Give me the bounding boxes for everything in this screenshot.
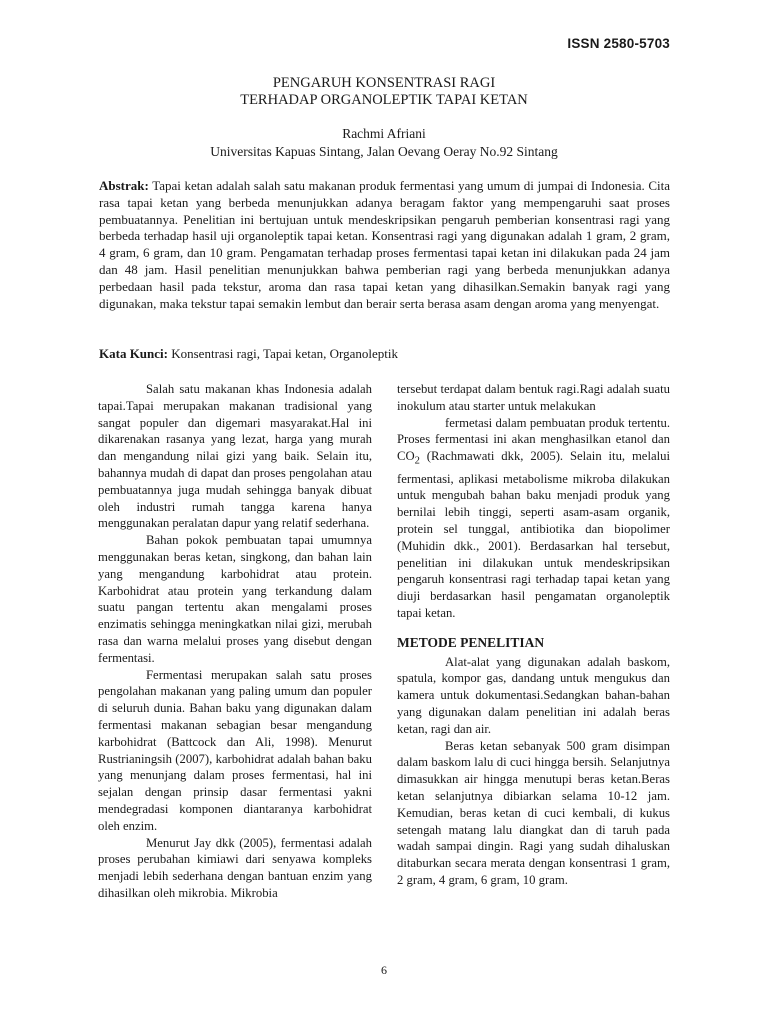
author-affiliation: Universitas Kapuas Sintang, Jalan Oevang Oeray No.92 Sintang [210,144,558,159]
keywords-label: Kata Kunci: [99,346,168,361]
body-paragraph: Alat-alat yang digunakan adalah baskom, spatula, kompor gas, dandang untuk mengukus dan kamera untuk dokumentasi.Sedangkan bahan-bahan yang digunakan dalam penelitian ini adalah beras ketan, ragi dan air. [397,654,670,736]
paragraph-text: fermetasi dalam pembuatan produk tertentu. Proses fermentasi ini akan menghasilkan etanol dan CO [397,415,670,464]
body-paragraph: Fermentasi merupakan salah satu proses pengolahan makanan yang paling umum dan populer di seluruh dunia. Bahan baku yang digunakan dalam fermentasi makanan sebagian besar mengandung karbohidrat (Battcock dan Ali, 1998). Menurut Rustrianingsih (2007), karbohidrat adalah bahan baku yang menunjang dalam proses fermentasi, hal ini sejalan dengan prinsip dasar fermentasi yakni mendegradasi komponen diantaranya karbohidrat oleh enzim. [98,667,372,833]
section-heading-metode: METODE PENELITIAN [397,634,545,650]
right-column [397,381,670,889]
abstract [99,178,670,312]
body-paragraph: Beras ketan sebanyak 500 gram disimpan dalam baskom lalu di cuci hingga bersih. Selanjutnya dimasukkan air hingga menutupi beras ketan.Beras ketan selanjutnya dibiarkan selama 10-12 jam. Kemudian, beras ketan di cuci kembali, di kukus setengah matang lalu diangkat dan di taruh pada wadah sampai dingin. Ragi yang sudah dihaluskan ditaburkan secara merata dengan konsentrasi 1 gram, 2 gram, 4 gram, 6 gram, 10 gram. [397,738,670,888]
subscript-2: 2 [414,455,420,467]
title-line-2: TERHADAP ORGANOLEPTIK TAPAI KETAN [240,92,528,108]
body-paragraph: Salah satu makanan khas Indonesia adalah tapai.Tapai merupakan makanan tradisional yang sangat populer dan digemari masyarakat.Hal ini dikarenakan rasanya yang lezat, harga yang murah dan mengandung nilai gizi yang baik. Selain itu, bahannya mudah di dapat dan proses pengolahan atau pembuatannya juga mudah sehingga banyak dibuat oleh industri rumah tangga karena hanya menggunakan peralatan dapur yang relatif sederhana. [98,382,372,531]
body-paragraph: Menurut Jay dkk (2005), fermentasi adalah proses perubahan kimiawi dari senyawa kompleks menjadi lebih sederhana dengan bantuan enzim yang dihasilkan oleh mikrobia. Mikrobia [98,835,372,900]
keywords-text: Konsentrasi ragi, Tapai ketan, Organoleptik [171,346,399,361]
keywords [99,345,670,362]
author-name: Rachmi Afriani [342,126,426,141]
paper-title [0,75,768,109]
body-paragraph: tersebut terdapat dalam bentuk ragi.Ragi adalah suatu inokulum atau starter untuk melakukan [397,382,670,413]
issn-number: ISSN 2580-5703 [567,36,670,51]
abstract-label: Abstrak: [99,178,149,193]
body-paragraph [397,415,670,622]
author-block [0,125,768,161]
left-column [98,381,372,902]
title-line-1: PENGARUH KONSENTRASI RAGI [272,75,496,91]
paragraph-text: (Rachmawati dkk, 2005). Selain itu, melalui fermentasi, aplikasi metabolisme mikroba dilakukan untuk mengubah bahan baku menjadi produk yang bernilai lebih tinggi, seperti asam-asam organik, protein sel tunggal, antibiotika dan biopolimer (Muhidin dkk., 2001). Berdasarkan hal tersebut, penelitian ini dilakukan untuk mendeskripsikan pengaruh konsentrasi ragi terhadap tapai ketan yang diuji berdasarkan hasil pengamatan organoleptik tapai ketan. [397,449,670,620]
body-paragraph: Bahan pokok pembuatan tapai umumnya menggunakan beras ketan, singkong, dan bahan lain yang mengandung karbohidrat atau protein. Karbohidrat atau protein yang terkandung dalam suatu pangan tertentu akan mengalami proses enzimatis sehingga meningkatkan nilai gizi, merubah rasa dan warna melalui proses yang disebut dengan fermentasi. [98,533,372,665]
abstract-text: Tapai ketan adalah salah satu makanan produk fermentasi yang umum di jumpai di Indonesia. Cita rasa tapai ketan yang berbeda menunjukkan adanya beragam faktor yang mempengaruhi saat proses pembuatannya. Penelitian ini bertujuan untuk mendeskripsikan pengaruh pemberian konsentrasi ragi yang berbeda terhadap hasil uji organoleptik tapai ketan. Konsentrasi ragi yang digunakan adalah 1 gram, 2 gram, 4 gram, 6 gram, dan 10 gram. Pengamatan terhadap proses fermentasi tapai ketan ini dilakukan pada 24 jam dan 48 jam. Hasil penelitian menunjukkan bahwa pemberian ragi yang berbeda menunjukkan adanya perbedaan hasil pada tekstur, aroma dan rasa tapai ketan yang dihasilkan.Semakin banyak ragi yang digunakan, maka tekstur tapai semakin lembut dan berair serta berasa asam dengan aroma yang menyengat. [99,178,670,311]
page-number: 6 [381,963,387,977]
